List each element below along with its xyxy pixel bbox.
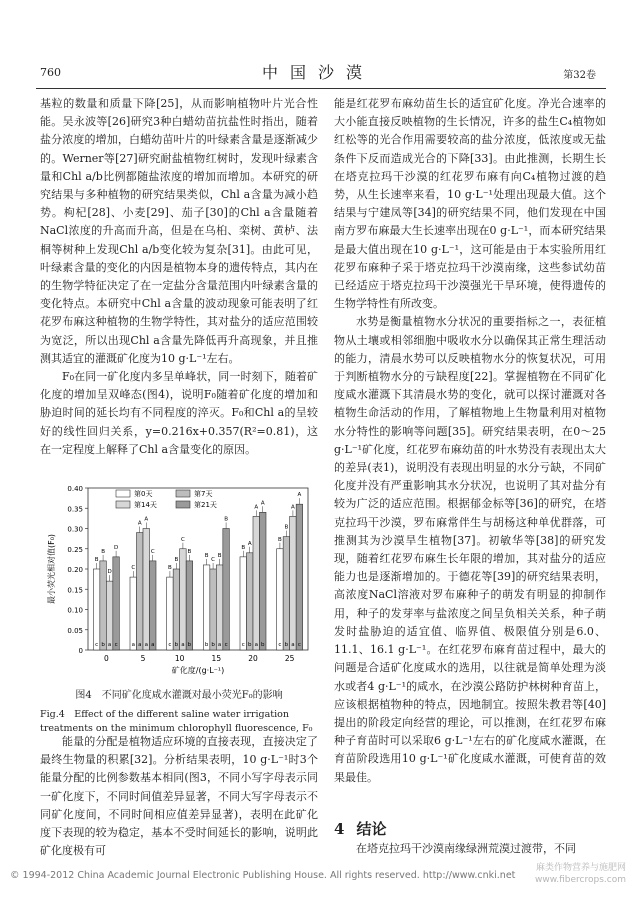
bar [93, 569, 100, 650]
bar [143, 529, 150, 651]
bar-letter-lower: b [284, 642, 289, 648]
bar-letter-lower: b [187, 642, 192, 648]
bar-letter-lower: c [224, 642, 228, 648]
left-column [40, 95, 318, 459]
figure-caption-en: Fig.4 Effect of the different saline water irrigation treatments on the minimum chlorophyll fluorescence, F₀ [40, 709, 313, 734]
bar-letter-lower: a [131, 642, 135, 648]
right-column [334, 95, 606, 787]
bar-letter-upper: C [211, 557, 216, 563]
x-tick-label: 25 [284, 654, 295, 663]
bar [167, 577, 174, 650]
x-tick-label: 20 [248, 654, 258, 663]
bar-letter-lower: c [241, 642, 245, 648]
x-tick-label: 0 [103, 654, 109, 663]
bar-letter-upper: C [180, 536, 185, 543]
bar-letter-upper: B [241, 544, 246, 551]
bar-letter-lower: a [181, 642, 185, 648]
bar [283, 537, 290, 650]
bar [180, 549, 187, 650]
bar [260, 512, 267, 650]
x-tick-label: 10 [174, 654, 185, 663]
bar [240, 557, 247, 650]
legend-label: 第21天 [194, 501, 217, 509]
bar-letter-upper: B [278, 536, 282, 543]
bar-letter-upper: A [137, 520, 142, 527]
x-tick-label: 15 [211, 654, 222, 663]
figure-caption-cn: 图4 不同矿化度咸水灌溉对最小荧光F₀的影响 [75, 690, 283, 701]
y-tick-label: 0.40 [67, 485, 83, 493]
watermark-cn: 麻类作物营养与施肥网 [535, 863, 626, 873]
bar [173, 569, 180, 650]
bar-letter-lower: a [291, 642, 295, 648]
bar [296, 504, 303, 650]
section-number: 4 [334, 820, 345, 838]
bar-letter-lower: a [151, 642, 155, 648]
legend-label: 第7天 [194, 490, 213, 498]
bar-letter-lower: a [107, 642, 112, 648]
y-tick-label: 0 [78, 647, 83, 655]
legend-swatch [116, 501, 130, 508]
bar-letter-upper: B [101, 548, 105, 555]
bar-letter-lower: c [278, 642, 282, 648]
bar-letter-lower: b [101, 642, 105, 648]
y-tick-label: 0.30 [67, 525, 83, 534]
y-tick-label: 0.15 [67, 586, 83, 595]
bar-letter-lower: a [217, 642, 222, 648]
y-axis-label: 最小荧光相对值(F₀) [47, 533, 56, 605]
bar-letter-lower: b [174, 642, 179, 648]
paragraph: 能量的分配是植物适应环境的直接表现，直接决定了最终生物量的积累[32]。分析结果表明，10 g·L⁻¹时3个能量分配的比例参数基本相同(图3，不同小写字母表示同一矿化度下，不同时间值差异显著，不同大写字母表示不同矿化度间，不同时间相应值差异显著)，表明在此矿化度下表现的较为稳定，基本不受时间延长的影响，说明此矿化度极有可 [40, 735, 318, 858]
y-tick-label: 0.25 [67, 545, 83, 554]
bar [150, 561, 157, 650]
bar-letter-lower: c [95, 642, 99, 648]
bar-letter-upper: C [150, 548, 155, 555]
bar [247, 553, 254, 650]
legend-swatch [116, 490, 130, 497]
bar-letter-lower: b [248, 642, 252, 648]
bar-letter-lower: a [144, 642, 148, 648]
bar-letter-upper: A [247, 540, 252, 547]
bar [137, 533, 144, 650]
header-rule [36, 88, 606, 89]
bar [216, 565, 223, 650]
bar-letter-upper: A [291, 504, 295, 511]
bar-letter-lower: c [114, 642, 118, 648]
bar-letter-lower: a [138, 642, 142, 648]
bar [253, 516, 260, 650]
bar-letter-lower: b [211, 642, 215, 648]
legend-swatch [176, 501, 190, 508]
journal-title: 中国沙漠 [261, 63, 374, 82]
bar-letter-upper: A [297, 492, 302, 499]
bar-letter-upper: D [113, 544, 119, 551]
x-tick-label: 5 [140, 654, 146, 663]
bar [277, 549, 284, 650]
bar-letter-upper: D [107, 569, 112, 576]
bar-letter-upper: B [187, 548, 192, 555]
bar [106, 581, 113, 650]
bar-letter-upper: B [168, 565, 172, 572]
left-column-lower [40, 733, 318, 860]
bar [203, 565, 210, 650]
legend-label: 第14天 [134, 501, 157, 509]
page-number: 760 [40, 66, 61, 79]
paragraph: 能是红花罗布麻幼苗生长的适宜矿化度。净光合速率的大小能直接反映植物的生长情况，许多的盐生C₄植物如红松等的光合作用需要较高的盐分浓度，低浓度或无盐条件下反而造成光合的下降[33]。由此推测，长期生长在塔克拉玛干沙漠的红花罗布麻有向C₄植物过渡的趋势，从生长速率来看，10 g·L⁻¹处理出现最大值。这个结果与宁建凤等[34]的研究结果不同，他们发现在中国南方罗布麻最大生长速率出现在0 g·L⁻¹，而本研究结果是最大值出现在10 g·L⁻¹，这可能是由于本实验所用红花罗布麻种子采于塔克拉玛干沙漠南缘，这些参试幼苗已经适应于塔克拉玛干沙漠强光干旱环境，使得遗传的生物学特性有所改变。 [334, 97, 606, 311]
bar-letter-upper: A [254, 504, 259, 511]
bar-letter-lower: c [297, 642, 301, 648]
legend-swatch [176, 490, 190, 497]
paragraph: 在塔克拉玛干沙漠南缘绿洲荒漠过渡带，不同 [356, 842, 576, 855]
bar-letter-upper: A [260, 500, 265, 507]
bar-letter-lower: a [254, 642, 258, 648]
bar-letter-upper: C [131, 565, 136, 572]
bar [290, 516, 297, 650]
bar-letter-upper: B [204, 552, 209, 559]
paragraph: 基粒的数量和质量下降[25]，从而影响植物叶片光合性能。吴永波等[26]研究3种白蜡幼苗抗盐性时指出，随着盐分浓度的增加，白蜡幼苗叶片的叶绿素含量是逐渐减少的。Werner等[27]研究耐盐植物红树时，发现叶绿素含量和Chl a/b比例都随盐浓度的增加而增加。本研究的研究结果与多种植物的研究结果类似，Chl a含量为减小趋势。枸杞[28]、小麦[29]、茄子[30]的Chl a含量随着NaCl浓度的升高而升高，但是在乌桕、栾树、黄栌、法桐等树种上发现Chl a/b变化较为复杂[31]。由此可见，叶绿素含量的变化的内因是植物本身的遗传特点，其内在的生物学特征决定了在一定盐分含量范围内叶绿素含量的变化特点。本研究中Chl a含量的波动现象可能表明了红花罗布麻这种植物的生物学特性，其对盐分的适应范围较为宽泛，所以出现Chl a含量先降低再升高现象，并且推测其适宜的灌溉矿化度为10 g·L⁻¹左右。 [40, 97, 318, 365]
plot-frame [88, 488, 308, 650]
paragraph: F₀在同一矿化度内多呈单峰状，同一时刻下，随着矿化度的增加呈双峰态(图4)，说明F₀随着矿化度的增加和胁迫时间的延长均有不同程度的淬灭。F₀和Chl a的呈较好的线性回归关系，y=0.216x+0.357(R²=0.81)，这在一定程度上解释了Chl a含量变化的原因。 [40, 370, 318, 456]
watermark [535, 862, 626, 886]
y-tick-label: 0.20 [67, 566, 83, 574]
volume-label: 第32卷 [563, 70, 596, 81]
legend-label: 第0天 [134, 490, 153, 498]
bar [113, 557, 120, 650]
bar [223, 529, 230, 651]
footer [0, 862, 636, 892]
bar [186, 561, 193, 650]
running-header [30, 58, 606, 84]
y-tick-label: 0.10 [67, 606, 83, 615]
bar [100, 561, 107, 650]
bar-letter-upper: A [144, 516, 149, 523]
bar-letter-upper: B [284, 524, 289, 531]
y-tick-label: 0.05 [67, 626, 83, 635]
copyright-notice: © 1994-2012 China Academic Journal Electronic Publishing House. All rights reserved. http://www.cnki.net [10, 870, 516, 881]
section-title: 结论 [356, 820, 387, 838]
bar-letter-upper: B [224, 516, 228, 523]
bar [210, 569, 217, 650]
bar-letter-upper: B [217, 552, 222, 559]
bar-letter-lower: c [168, 642, 172, 648]
paragraph: 水势是衡量植物水分状况的重要指标之一，表征植物从土壤或相邻细胞中吸收水分以确保其正常生理活动的能力，清晨水势可以反映植物水分的恢复状况，可用于判断植物水分的亏缺程度[22]。掌握植物在不同矿化度咸水灌溉下其清晨水势的变化，就可以探讨灌溉对各植物生命活动的作用，了解植物地上生物量利用对植物水分特性的影响等问题[35]。研究结果表明，在0～25 g·L⁻¹矿化度，红花罗布麻幼苗的叶水势没有表现出太大的差异(表1)，说明没有表现出明显的水分亏缺，不同矿化度并没有严重影响其水分状况，也说明了其对盐分有较为广泛的适应范围。根据郁金标等[36]的研究，在塔克拉玛干沙漠，罗布麻常伴生与胡杨这种单优群落，可推测其为沙漠旱生植物[37]。初敏华等[38]的研究发现，随着红花罗布麻生长年限的增加，其对盐分的适应能力也是逐渐增加的。于德花等[39]的研究结果表明，高浓度NaCl溶液对罗布麻种子的萌发有明显的抑制作用，种子的发芽率与盐浓度之间呈负相关关系，种子萌发时盐胁迫的适宜值、临界值、极限值分别是6.0、11.1、16.1 g·L⁻¹。在红花罗布麻育苗过程中，最大的问题是合适矿化度咸水的选用，以往就是简单处理为淡水或者4 g·L⁻¹的咸水，在沙漠公路防护林树种育苗上，应该根据植物种的特点，因地制宜。按照朱教君等[40]提出的阶段定向经营的理论，可以推测，在红花罗布麻种子育苗时可以采取6 g·L⁻¹左右的矿化度咸水灌溉，在育苗阶段选用10 g·L⁻¹矿化度咸水灌溉，可使育苗的效果最佳。 [334, 315, 606, 784]
figure-4-chart [40, 480, 318, 675]
section-heading [334, 818, 386, 839]
bar-letter-upper: B [94, 557, 99, 563]
y-tick-label: 0.35 [67, 505, 83, 514]
watermark-en: www.fibercrops.com [535, 875, 626, 885]
bar-letter-upper: B [174, 557, 179, 563]
bar-letter-lower: b [204, 642, 209, 648]
bar [130, 577, 137, 650]
bar-letter-lower: b [261, 642, 265, 648]
x-axis-label: 矿化度/(g·L⁻¹) [171, 666, 225, 675]
